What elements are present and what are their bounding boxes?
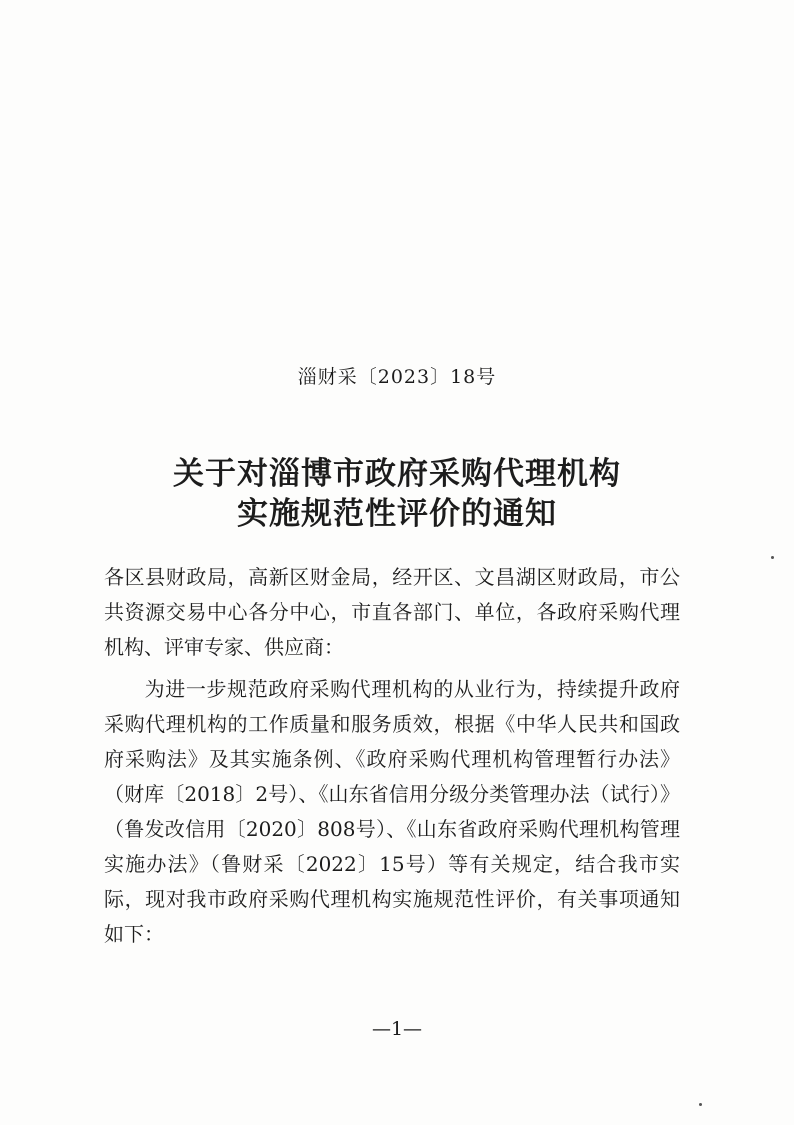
document-title-line-1: 关于对淄博市政府采购代理机构	[173, 456, 621, 492]
scan-speck	[699, 1103, 702, 1106]
page-number: —1—	[371, 1018, 423, 1040]
addressee-paragraph: 各区县财政局，高新区财金局，经开区、文昌湖区财政局，市公共资源交易中心各分中心，市直各部门、单位，各政府采购代理机构、评审专家、供应商：	[104, 565, 680, 659]
body-paragraph-1	[104, 672, 680, 952]
body-paragraph-1-text: 为进一步规范政府采购代理机构的从业行为，持续提升政府采购代理机构的工作质量和服务质效，根据《中华人民共和国政府采购法》及其实施条例、《政府采购代理机构管理暂行办法》（财库〔2018〕2号）、《山东省信用分级分类管理办法（试行）》（鲁发改信用〔2020〕808号）、《山东省政府采购代理机构管理实施办法》（鲁财采〔2022〕15号）等有关规定，结合我市实际，现对我市政府采购代理机构实施规范性评价，有关事项通知如下：	[104, 677, 680, 946]
document-title-line-2: 实施规范性评价的通知	[237, 496, 557, 532]
scan-speck	[771, 556, 774, 559]
document-number: 淄财采〔2023〕18号	[297, 366, 497, 388]
